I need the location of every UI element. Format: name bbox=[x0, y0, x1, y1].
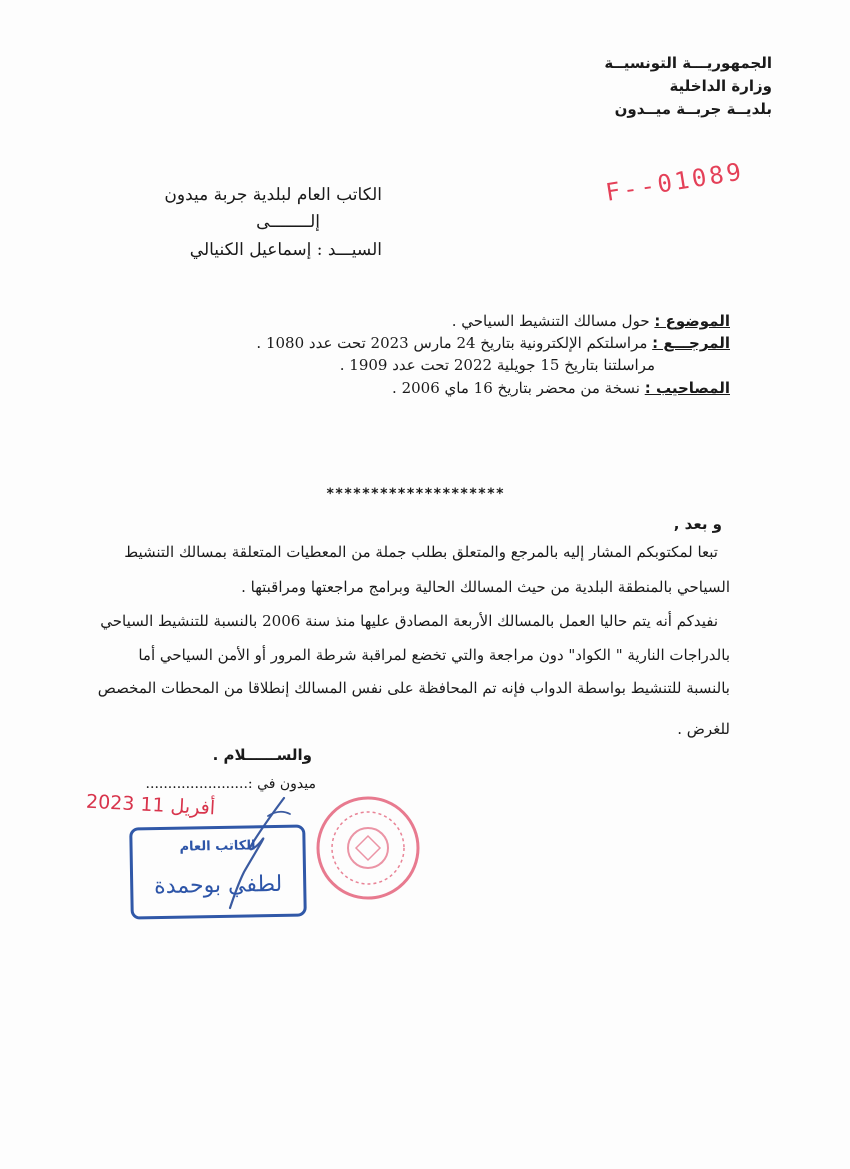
header-republic: الجمهوريـــة التونسيــة bbox=[604, 54, 772, 72]
closing-salutation: والســــــلام . bbox=[212, 746, 312, 764]
body-line: تبعا لمكتوبكم المشار إليه بالمرجع والمتعلق بطلب جملة من المعطيات المتعلقة بمسالك التنشيط bbox=[124, 543, 718, 561]
subject-text: حول مسالك التنشيط السياحي . bbox=[451, 312, 650, 330]
recipient-line: السيـــد : إسماعيل الكنيالي bbox=[189, 240, 382, 260]
stamp-title: الكاتب العام bbox=[179, 838, 256, 855]
sender-line: الكاتب العام لبلدية جربة ميدون bbox=[164, 185, 382, 205]
attachments-text: نسخة من محضر بتاريخ 16 ماي 2006 . bbox=[392, 379, 640, 397]
reference-text-2: مراسلتنا بتاريخ 15 جويلية 2022 تحت عدد 1909 . bbox=[339, 356, 655, 374]
separator: ******************** bbox=[326, 486, 505, 502]
header-municipality: بلديــة جربــة ميــدون bbox=[614, 100, 772, 118]
place-date-line: ميدون في :....................... bbox=[145, 776, 316, 792]
attachments-row bbox=[392, 379, 730, 397]
reference-text-1: مراسلتكم الإلكترونية بتاريخ 24 مارس 2023 تحت عدد 1080 . bbox=[256, 334, 648, 352]
body-line: للغرض . bbox=[677, 720, 730, 738]
date-stamp: 2023 أفريل 11 bbox=[85, 790, 216, 820]
greeting: و بعد , bbox=[673, 515, 722, 533]
reference-row bbox=[256, 334, 730, 352]
official-stamp bbox=[129, 824, 307, 919]
stamp-name: لطفي بوحمدة bbox=[153, 871, 283, 900]
header-ministry: وزارة الداخلية bbox=[669, 77, 772, 95]
body-line: بالنسبة للتنشيط بواسطة الدواب فإنه تم المحافظة على نفس المسالك إنطلاقا من المحطات المخصص bbox=[97, 679, 730, 697]
subject-row bbox=[452, 312, 730, 330]
body-line: السياحي بالمنطقة البلدية من حيث المسالك الحالية وبرامج مراجعتها ومراقبتها . bbox=[241, 578, 730, 596]
body-line: نفيدكم أنه يتم حاليا العمل بالمسالك الأربعة المصادق عليها منذ سنة 2006 بالنسبة للتنشيط السياحي bbox=[100, 612, 718, 630]
registration-number-stamp: F--01089 bbox=[603, 157, 746, 207]
to-line: إلــــــــى bbox=[256, 212, 320, 232]
reference-label: المرجـــع : bbox=[652, 334, 730, 352]
body-line: بالدراجات النارية " الكواد" دون مراجعة والتي تخضع لمراقبة شرطة المرور أو الأمن السياحي أما bbox=[138, 646, 730, 664]
round-seal-icon bbox=[312, 792, 424, 904]
subject-label: الموضوع : bbox=[654, 312, 730, 330]
attachments-label: المصاحيب : bbox=[644, 379, 730, 397]
